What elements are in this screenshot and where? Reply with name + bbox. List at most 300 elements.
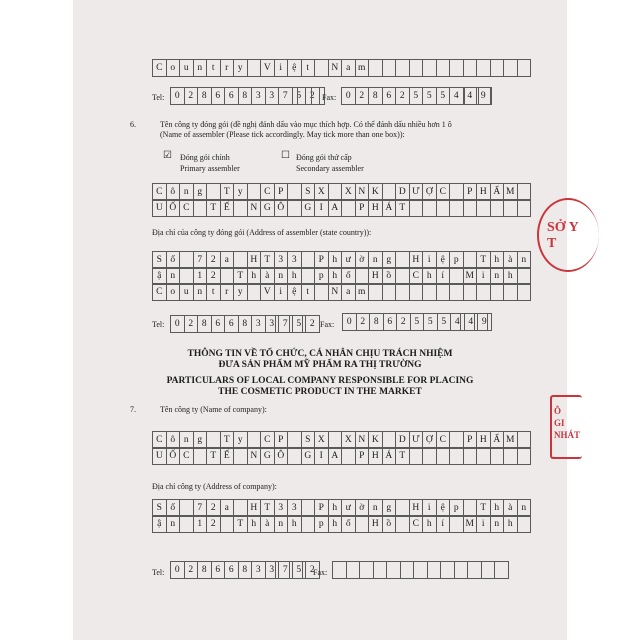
red-seal-bottom xyxy=(550,395,582,459)
form-box-cell: r xyxy=(220,59,235,77)
form-box-cell: M xyxy=(503,431,518,449)
form-box-cell: V xyxy=(260,59,275,77)
form-box-cell: 0 xyxy=(341,87,356,105)
form-box-cell: T xyxy=(233,515,248,533)
form-box-cell: T xyxy=(395,447,410,465)
form-box-cell: Ẩ xyxy=(490,183,505,201)
form-box-cell: C xyxy=(152,183,167,201)
form-box-cell: ố xyxy=(341,267,356,285)
form-box-cell: ậ xyxy=(152,515,167,533)
form-box-cell: h xyxy=(328,515,343,533)
form-box-cell: G xyxy=(260,447,275,465)
assembler-name-row-2 xyxy=(152,199,530,216)
form-box-cell: 0 xyxy=(342,313,357,331)
form-box-cell: 0 xyxy=(170,561,185,579)
form-box-cell xyxy=(368,283,383,301)
form-box-cell xyxy=(359,561,374,579)
section-6-line2: (Name of assembler (Please tick accordingly. May tick more than one box)): xyxy=(160,130,405,139)
form-box-cell: H xyxy=(476,183,491,201)
form-box-cell: i xyxy=(274,283,289,301)
form-box-cell: U xyxy=(152,447,167,465)
form-box-cell xyxy=(220,515,235,533)
form-box-cell: ệ xyxy=(287,59,302,77)
form-box-cell xyxy=(436,447,451,465)
form-box-cell: 2 xyxy=(206,267,221,285)
form-box-cell xyxy=(517,59,532,77)
form-box-cell: 5 xyxy=(422,87,437,105)
form-box-cell: 8 xyxy=(238,315,253,333)
form-box-cell xyxy=(436,199,451,217)
assembler-tel-label: Tel: xyxy=(152,320,165,329)
form-box-cell xyxy=(503,59,518,77)
form-box-cell: H xyxy=(368,199,383,217)
form-box-cell xyxy=(440,561,455,579)
form-box-cell: T xyxy=(220,431,235,449)
form-box-cell: n xyxy=(193,283,208,301)
form-box-cell xyxy=(490,283,505,301)
form-box-cell: C xyxy=(409,267,424,285)
form-box-cell: n xyxy=(166,267,181,285)
form-box-cell: Ô xyxy=(274,447,289,465)
form-box-cell xyxy=(490,199,505,217)
form-box-cell: G xyxy=(301,199,316,217)
form-box-cell: ố xyxy=(166,251,181,269)
form-box-cell xyxy=(422,199,437,217)
form-box-cell xyxy=(503,283,518,301)
form-box-cell xyxy=(247,59,262,77)
form-box-cell: C xyxy=(179,199,194,217)
form-box-cell: 7 xyxy=(193,251,208,269)
form-box-cell: P xyxy=(274,183,289,201)
form-box-cell: y xyxy=(233,59,248,77)
form-box-cell: n xyxy=(368,251,383,269)
form-box-cell: 3 xyxy=(274,251,289,269)
form-box-cell: h xyxy=(422,267,437,285)
form-box-cell: n xyxy=(490,515,505,533)
form-box-cell: t xyxy=(206,283,221,301)
form-box-cell: 2 xyxy=(395,87,410,105)
form-box-cell: g xyxy=(382,499,397,517)
company-name-label: Tên công ty (Name of company): xyxy=(160,405,267,414)
form-box-cell: t xyxy=(301,59,316,77)
form-box-cell: S xyxy=(152,251,167,269)
fax-label: Fax: xyxy=(322,93,337,102)
form-box-cell xyxy=(476,283,491,301)
form-box-cell xyxy=(476,199,491,217)
form-box-cell: Ố xyxy=(166,447,181,465)
form-box-cell xyxy=(517,199,532,217)
form-box-cell: C xyxy=(436,431,451,449)
form-box-cell: 4 xyxy=(450,313,465,331)
form-box-cell xyxy=(436,59,451,77)
form-box-cell: D xyxy=(395,431,410,449)
form-box-cell: 2 xyxy=(206,499,221,517)
form-box-cell: S xyxy=(301,431,316,449)
form-box-cell: Ế xyxy=(220,199,235,217)
form-box-cell xyxy=(422,59,437,77)
form-box-cell xyxy=(494,561,509,579)
form-box-cell: a xyxy=(220,251,235,269)
form-box-cell xyxy=(449,199,464,217)
primary-checkbox[interactable]: ☑ xyxy=(163,150,172,161)
form-box-cell: N xyxy=(355,183,370,201)
form-box-cell: 1 xyxy=(193,515,208,533)
form-box-cell: Ế xyxy=(220,447,235,465)
form-box-cell xyxy=(427,561,442,579)
form-box-cell: C xyxy=(260,183,275,201)
form-box-cell: 3 xyxy=(287,251,302,269)
form-box-cell: G xyxy=(301,447,316,465)
assembler-fax-label: Fax: xyxy=(320,320,335,329)
form-box-cell: 6 xyxy=(211,561,226,579)
form-box-cell xyxy=(463,199,478,217)
form-box-cell: 3 xyxy=(251,87,266,105)
header-vn-line2: ĐƯA SẢN PHẨM MỸ PHẨM RA THỊ TRƯỜNG xyxy=(218,360,422,370)
form-box-cell: n xyxy=(517,499,532,517)
form-box-cell: H xyxy=(368,447,383,465)
form-box-cell: 6 xyxy=(224,87,239,105)
form-box-cell xyxy=(400,561,415,579)
tel-label: Tel: xyxy=(152,93,165,102)
company-fax-box-row xyxy=(332,561,508,578)
form-box-cell: P xyxy=(355,199,370,217)
form-box-cell: n xyxy=(274,267,289,285)
form-box-cell: P xyxy=(314,499,329,517)
form-box-cell: Ư xyxy=(409,183,424,201)
form-box-cell: u xyxy=(179,59,194,77)
form-box-cell: 5 xyxy=(292,87,307,105)
form-box-cell: n xyxy=(193,59,208,77)
form-box-cell: h xyxy=(287,515,302,533)
form-box-cell: T xyxy=(476,499,491,517)
form-box-cell: M xyxy=(463,267,478,285)
form-box-cell xyxy=(395,283,410,301)
form-box-cell: 6 xyxy=(383,313,398,331)
form-box-cell: T xyxy=(206,447,221,465)
form-box-cell: C xyxy=(260,431,275,449)
form-box-cell xyxy=(467,561,482,579)
form-box-cell: 8 xyxy=(238,561,253,579)
form-box-cell xyxy=(287,447,302,465)
secondary-assembler-vn: Đóng gói thứ cấp xyxy=(296,153,352,162)
form-box-cell xyxy=(289,561,304,579)
form-box-cell: y xyxy=(233,183,248,201)
form-box-cell xyxy=(346,561,361,579)
form-box-cell xyxy=(449,515,464,533)
header-en-line2: THE COSMETIC PRODUCT IN THE MARKET xyxy=(218,387,422,397)
form-box-cell: 8 xyxy=(197,561,212,579)
form-box-cell: y xyxy=(233,283,248,301)
form-box-cell: P xyxy=(463,431,478,449)
form-box-cell: p xyxy=(314,267,329,285)
form-box-cell: i xyxy=(476,267,491,285)
form-box-cell xyxy=(193,447,208,465)
form-box-cell: i xyxy=(274,59,289,77)
form-box-cell xyxy=(517,447,532,465)
form-box-cell: h xyxy=(503,515,518,533)
form-box-cell: i xyxy=(476,515,491,533)
form-box-cell xyxy=(422,447,437,465)
company-address-label: Địa chỉ công ty (Address of company): xyxy=(152,482,277,491)
form-box-cell: i xyxy=(422,499,437,517)
form-box-cell: 6 xyxy=(224,315,239,333)
form-box-cell: 5 xyxy=(292,315,307,333)
form-box-cell: g xyxy=(193,431,208,449)
form-box-cell: N xyxy=(328,59,343,77)
form-box-cell xyxy=(449,59,464,77)
form-box-cell xyxy=(314,59,329,77)
form-box-cell: 2 xyxy=(206,251,221,269)
assembler-address-row-2 xyxy=(152,267,530,284)
form-box-cell xyxy=(449,447,464,465)
form-box-cell: 2 xyxy=(305,87,320,105)
form-box-cell xyxy=(409,283,424,301)
form-box-cell: h xyxy=(247,515,262,533)
form-box-cell: 8 xyxy=(368,87,383,105)
form-box-cell: H xyxy=(409,499,424,517)
form-box-cell: Ư xyxy=(409,431,424,449)
form-box-cell: à xyxy=(260,267,275,285)
form-box-cell: 6 xyxy=(382,87,397,105)
form-box-cell: p xyxy=(314,515,329,533)
form-box-cell: 3 xyxy=(265,561,280,579)
assembler-name-row-1 xyxy=(152,183,530,200)
form-box-cell: n xyxy=(179,183,194,201)
form-box-cell: 7 xyxy=(278,561,293,579)
form-box-cell: X xyxy=(341,431,356,449)
form-box-cell: S xyxy=(152,499,167,517)
form-box-cell: h xyxy=(490,251,505,269)
red-seal-top xyxy=(537,198,599,272)
company-tel-label: Tel: xyxy=(152,568,165,577)
form-box-cell: H xyxy=(368,515,383,533)
form-box-cell xyxy=(301,515,316,533)
form-box-cell: P xyxy=(314,251,329,269)
form-box-cell xyxy=(341,199,356,217)
form-box-cell: H xyxy=(247,499,262,517)
form-box-cell: 3 xyxy=(251,315,266,333)
form-box-cell: 6 xyxy=(224,561,239,579)
form-box-cell: 4 xyxy=(449,87,464,105)
form-box-cell: t xyxy=(206,59,221,77)
form-box-cell: Ợ xyxy=(422,431,437,449)
form-box-cell: 9 xyxy=(477,313,492,331)
form-box-cell xyxy=(193,199,208,217)
form-box-cell xyxy=(179,515,194,533)
form-box-cell: à xyxy=(503,499,518,517)
form-box-cell: ố xyxy=(166,499,181,517)
form-box-cell: N xyxy=(355,431,370,449)
form-box-cell: T xyxy=(260,499,275,517)
form-box-cell: 0 xyxy=(170,315,185,333)
form-box-cell: X xyxy=(314,183,329,201)
form-box-cell: h xyxy=(247,267,262,285)
form-box-cell: 5 xyxy=(423,313,438,331)
form-box-cell: ờ xyxy=(355,251,370,269)
form-box-cell: í xyxy=(436,515,451,533)
form-box-cell: P xyxy=(463,183,478,201)
form-box-cell: n xyxy=(274,515,289,533)
form-box-cell: ố xyxy=(341,515,356,533)
assembler-tel-box-row-extra xyxy=(275,315,302,332)
form-box-cell: V xyxy=(260,283,275,301)
form-box-cell: 2 xyxy=(305,315,320,333)
form-box-cell xyxy=(247,283,262,301)
form-box-cell xyxy=(275,561,290,579)
section-6-number: 6. xyxy=(130,120,136,129)
form-box-cell: H xyxy=(247,251,262,269)
form-box-cell: h xyxy=(490,499,505,517)
form-box-cell xyxy=(233,447,248,465)
form-box-cell: h xyxy=(328,267,343,285)
section-6-line1: Tên công ty đóng gói (đề nghị đánh dấu vào mục thích hợp. Có thể đánh dấu nhiều hơn 1 ô xyxy=(160,120,452,129)
form-box-cell: à xyxy=(503,251,518,269)
form-box-cell: U xyxy=(152,199,167,217)
company-name-row-1 xyxy=(152,431,530,448)
form-box-cell: P xyxy=(355,447,370,465)
form-box-cell: a xyxy=(341,59,356,77)
form-box-cell: X xyxy=(341,183,356,201)
form-box-cell: 2 xyxy=(355,87,370,105)
form-box-cell xyxy=(297,87,312,105)
form-box-cell: H xyxy=(368,267,383,285)
form-box-cell: Ợ xyxy=(422,183,437,201)
form-box-cell: 2 xyxy=(396,313,411,331)
form-box-cell: T xyxy=(395,199,410,217)
form-box-cell xyxy=(409,199,424,217)
form-box-cell: 8 xyxy=(197,315,212,333)
form-box-cell: N xyxy=(247,199,262,217)
form-box-cell xyxy=(460,313,475,331)
assembler-fax-box-row-extra xyxy=(460,313,487,330)
form-box-cell: 7 xyxy=(193,499,208,517)
form-box-cell: Ô xyxy=(274,199,289,217)
red-seal-bottom-text: Ô GI NHÁT xyxy=(554,406,581,440)
form-box-cell xyxy=(490,447,505,465)
form-box-cell: ồ xyxy=(382,515,397,533)
country-box-row xyxy=(152,59,530,76)
form-box-cell: 4 xyxy=(463,87,478,105)
assembler-address-label: Địa chỉ của công ty đóng gói (Address of assembler (state country)): xyxy=(152,228,372,237)
form-box-cell: p xyxy=(449,499,464,517)
form-box-cell xyxy=(463,283,478,301)
form-box-cell: C xyxy=(152,59,167,77)
form-box-cell xyxy=(382,283,397,301)
form-box-cell: ồ xyxy=(382,267,397,285)
form-box-cell xyxy=(449,283,464,301)
form-box-cell: P xyxy=(274,431,289,449)
form-box-cell xyxy=(289,315,304,333)
form-box-cell xyxy=(422,283,437,301)
form-box-cell xyxy=(332,561,347,579)
form-box-cell: a xyxy=(220,499,235,517)
form-box-cell: T xyxy=(233,267,248,285)
form-box-cell xyxy=(287,199,302,217)
form-box-cell xyxy=(395,515,410,533)
form-box-cell xyxy=(490,59,505,77)
form-box-cell: H xyxy=(476,431,491,449)
form-box-cell: S xyxy=(301,183,316,201)
form-box-cell: o xyxy=(166,283,181,301)
form-box-cell: h xyxy=(422,515,437,533)
form-box-cell: ô xyxy=(166,431,181,449)
form-box-cell: 6 xyxy=(211,87,226,105)
form-box-cell: C xyxy=(409,515,424,533)
form-box-cell: M xyxy=(463,515,478,533)
form-box-cell xyxy=(233,199,248,217)
form-box-cell xyxy=(454,561,469,579)
form-box-cell: y xyxy=(233,431,248,449)
form-box-cell xyxy=(476,447,491,465)
form-box-cell: 2 xyxy=(184,315,199,333)
form-box-cell: 2 xyxy=(305,561,320,579)
form-box-cell: p xyxy=(449,251,464,269)
form-box-cell: 7 xyxy=(278,87,293,105)
form-box-cell: 6 xyxy=(211,315,226,333)
header-en-line1: PARTICULARS OF LOCAL COMPANY RESPONSIBLE FOR PLACING xyxy=(166,376,474,386)
form-box-cell: h xyxy=(328,499,343,517)
form-box-cell xyxy=(314,283,329,301)
form-box-cell xyxy=(517,283,532,301)
form-box-cell xyxy=(464,87,479,105)
form-box-cell: ô xyxy=(166,183,181,201)
form-box-cell: ậ xyxy=(152,267,167,285)
form-box-cell: Á xyxy=(382,199,397,217)
form-box-cell: C xyxy=(152,431,167,449)
form-box-cell xyxy=(386,561,401,579)
form-box-cell: n xyxy=(368,499,383,517)
form-box-cell: t xyxy=(301,283,316,301)
assembler-address-row-1 xyxy=(152,251,530,268)
company-fax-label: Fax: xyxy=(313,568,328,577)
form-box-cell: 1 xyxy=(193,267,208,285)
form-box-cell: a xyxy=(341,283,356,301)
company-tel-box-row-extra xyxy=(275,561,302,578)
form-box-cell: 2 xyxy=(206,515,221,533)
section-7-number: 7. xyxy=(130,405,136,414)
form-box-cell: m xyxy=(355,59,370,77)
form-box-cell xyxy=(503,199,518,217)
form-box-cell: 3 xyxy=(287,499,302,517)
header-vn-line1: THÔNG TIN VỀ TỔ CHỨC, CÁ NHÂN CHỊU TRÁCH NHIỆM xyxy=(187,349,453,359)
form-box-cell: g xyxy=(193,183,208,201)
form-box-cell: G xyxy=(260,199,275,217)
form-box-cell: A xyxy=(328,447,343,465)
form-box-cell: T xyxy=(206,199,221,217)
form-box-cell xyxy=(275,315,290,333)
form-box-cell: N xyxy=(247,447,262,465)
form-box-cell: u xyxy=(179,283,194,301)
form-box-cell: Ố xyxy=(166,199,181,217)
form-box-cell: H xyxy=(409,251,424,269)
primary-assembler-vn: Đóng gói chính xyxy=(180,153,230,162)
form-box-cell: Ẩ xyxy=(490,431,505,449)
form-box-cell: ư xyxy=(341,251,356,269)
form-box-cell: 5 xyxy=(410,313,425,331)
form-box-cell: ư xyxy=(341,499,356,517)
red-seal-top-text: SỞ Y T xyxy=(547,220,579,251)
form-box-cell: ệ xyxy=(436,251,451,269)
secondary-assembler-en: Secondary assembler xyxy=(296,164,364,173)
form-box-cell xyxy=(413,561,428,579)
company-address-row-2 xyxy=(152,515,530,532)
form-box-cell: C xyxy=(179,447,194,465)
form-box-cell: 7 xyxy=(278,315,293,333)
form-box-cell xyxy=(478,87,493,105)
secondary-checkbox[interactable]: ☐ xyxy=(281,150,290,161)
form-box-cell: T xyxy=(220,183,235,201)
form-box-cell: 2 xyxy=(356,313,371,331)
